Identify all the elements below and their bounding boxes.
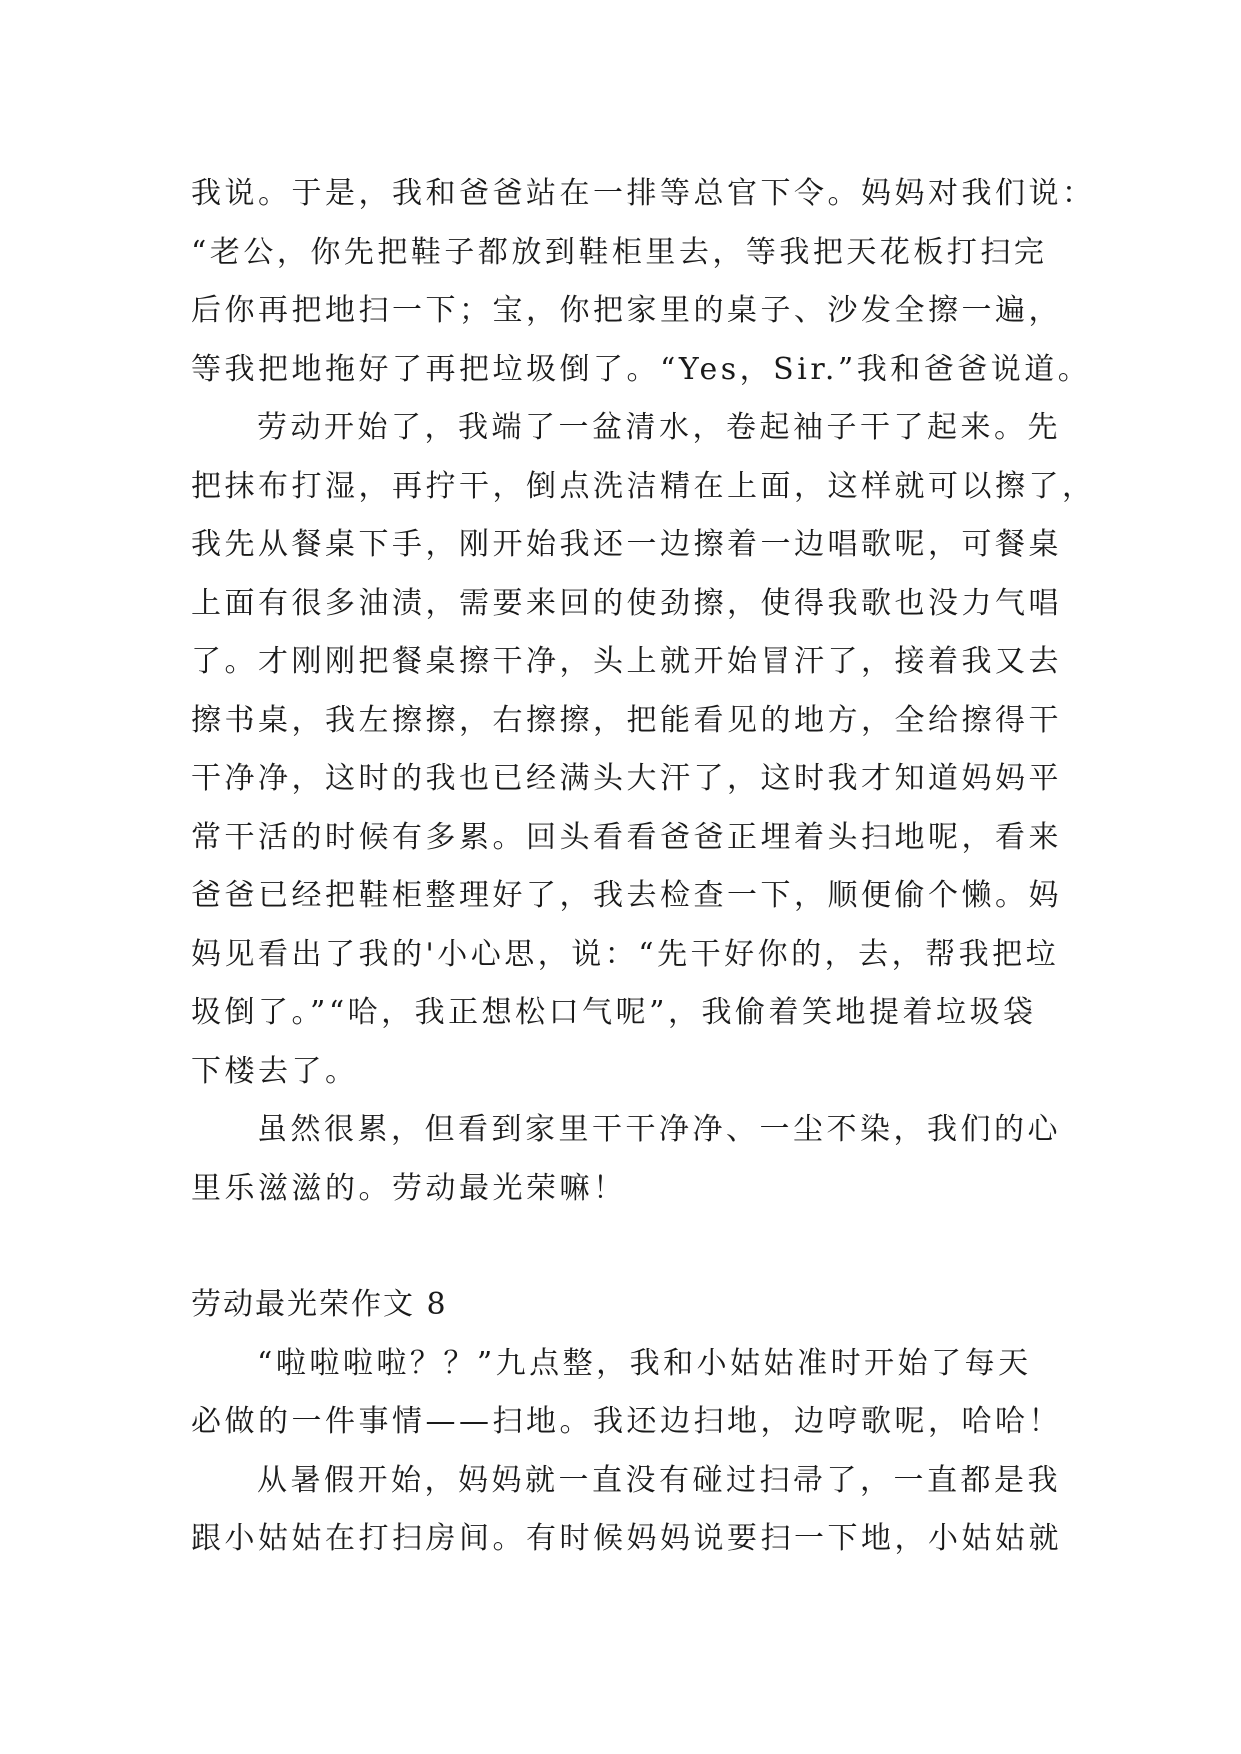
text-line: 里乐滋滋的。劳动最光荣嘛！: [191, 1170, 627, 1206]
text-line: 上面有很多油渍，需要来回的使劲擦，使得我歌也没力气唱: [191, 585, 1062, 621]
text-line: 我说。于是，我和爸爸站在一排等总官下令。妈妈对我们说：: [191, 176, 1096, 211]
text-line: 我先从餐桌下手，刚开始我还一边擦着一边唱歌呢，可餐桌: [191, 527, 1062, 562]
text-line: 劳动开始了，我端了一盆清水，卷起袖子干了起来。先: [257, 410, 1061, 445]
text-line: 圾倒了。”“哈，我正想松口气呢”，我偷着笑地提着垃圾袋: [191, 995, 1037, 1030]
text-line: 擦书桌，我左擦擦，右擦擦，把能看见的地方，全给擦得干: [191, 702, 1062, 738]
text-line: 爸爸已经把鞋柜整理好了，我去检查一下，顺便偷个懒。妈: [191, 878, 1062, 913]
text-line: 常干活的时候有多累。回头看看爸爸正埋着头扫地呢，看来: [191, 819, 1062, 855]
paragraph: [191, 1335, 1061, 1452]
text-line: 干净净，这时的我也已经满头大汗了，这时我才知道妈妈平: [191, 761, 1062, 796]
text-line: 从暑假开始，妈妈就一直没有碰过扫帚了，一直都是我: [257, 1462, 1061, 1498]
section-heading: 劳动最光荣作文 8: [191, 1287, 448, 1322]
text-line: 了。才刚刚把餐桌擦干净，头上就开始冒汗了，接着我又去: [191, 644, 1062, 679]
text-line: “老公，你先把鞋子都放到鞋柜里去，等我把天花板打扫完: [191, 234, 1048, 270]
text-line: 必做的一件事情——扫地。我还边扫地，边哼歌呢，哈哈！: [191, 1404, 1062, 1439]
paragraph: [191, 1101, 1061, 1218]
paragraph: [191, 1452, 1061, 1569]
text-line: 妈见看出了我的'小心思，说：“先干好你的，去，帮我把垃: [191, 936, 1060, 972]
paragraph: [191, 165, 1096, 399]
text-line: “啦啦啦啦？？”九点整，我和小姑姑准时开始了每天: [257, 1345, 1032, 1381]
text-line: 把抹布打湿，再拧干，倒点洗洁精在上面，这样就可以擦了，: [191, 468, 1096, 504]
text-line: 等我把地拖好了再把垃圾倒了。“Yes，Sir.”我和爸爸说道。: [191, 351, 1092, 387]
text-line: 虽然很累，但看到家里干干净净、一尘不染，我们的心: [257, 1112, 1061, 1147]
text-line: 后你再把地扫一下；宝，你把家里的桌子、沙发全擦一遍，: [191, 293, 1062, 328]
text-line: 跟小姑姑在打扫房间。有时候妈妈说要扫一下地，小姑姑就: [191, 1521, 1062, 1556]
document-body: [191, 165, 1096, 1569]
text-line: 下楼去了。: [191, 1053, 359, 1089]
paragraph: [191, 399, 1096, 1101]
